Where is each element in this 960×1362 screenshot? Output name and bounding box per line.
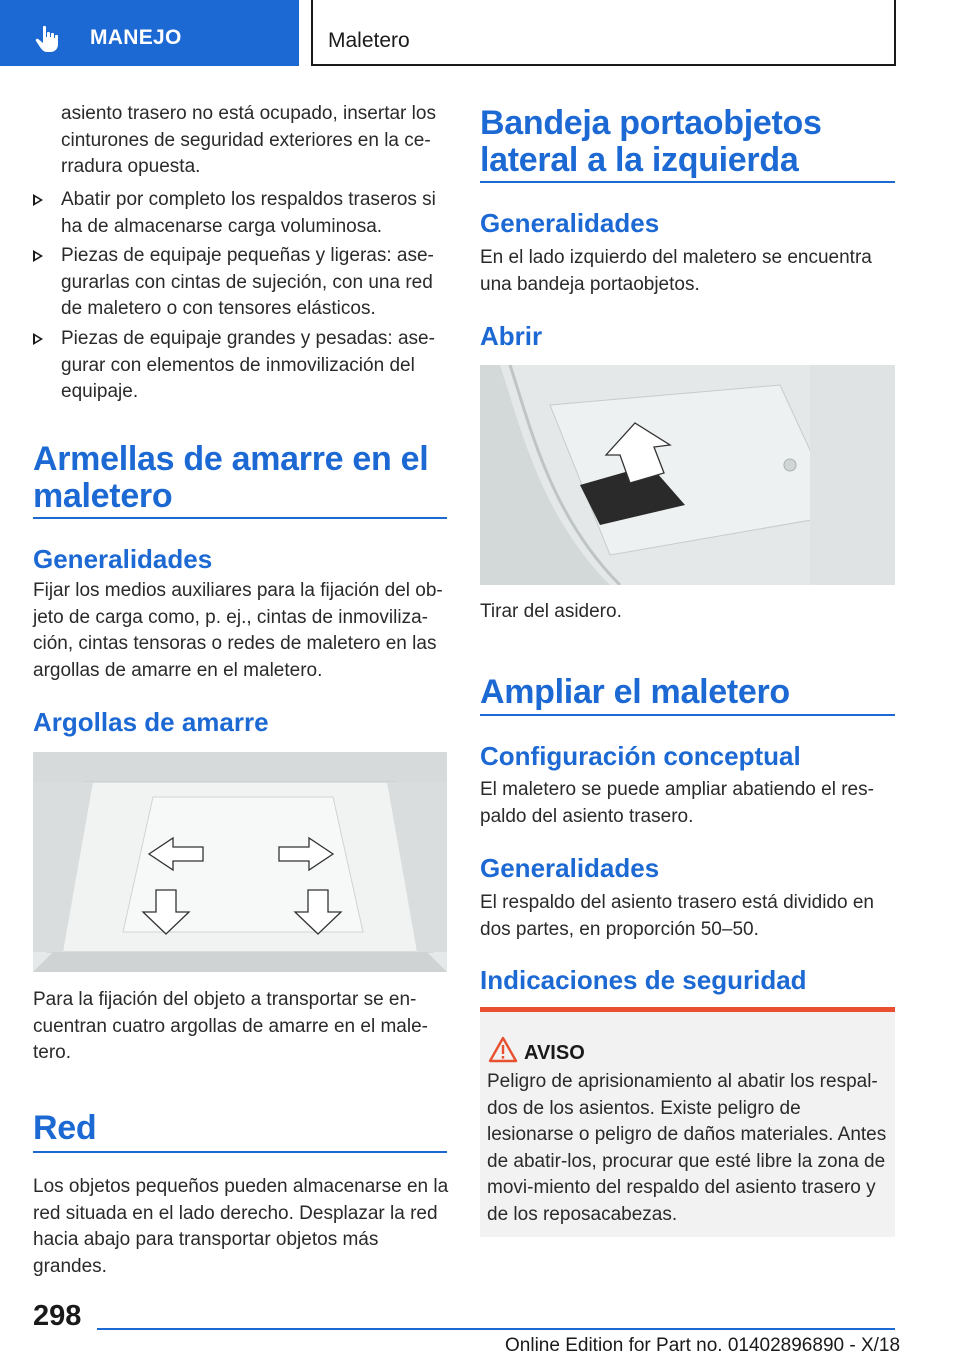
- paragraph-generalidades: Fijar los medios auxiliares para la fijación del ob-jeto de carga como, p. ej., cintas de inmoviliza-ción, cintas tensoras o redes de maletero en las argollas de amarre en el maletero.: [33, 580, 443, 681]
- header-section: [311, 0, 896, 66]
- heading-indicaciones: Indicaciones de seguridad: [480, 965, 807, 995]
- list-item: [33, 243, 449, 323]
- paragraph-generalidades-2: El respaldo del asiento trasero está dividido en dos partes, en proporción 50–50.: [480, 892, 874, 940]
- paragraph-generalidades: En el lado izquierdo del maletero se encuentra una bandeja portaobjetos.: [480, 247, 872, 295]
- header-section-label: Maletero: [328, 29, 410, 52]
- heading-config: Configuración conceptual: [480, 741, 801, 771]
- bullet-triangle-icon: [33, 333, 43, 345]
- list-item-text: Abatir por completo los respaldos traseros si ha de almacenarse carga voluminosa.: [61, 189, 436, 237]
- footer-edition: Online Edition for Part no. 01402896890 - X/18: [505, 1335, 901, 1356]
- header-tab[interactable]: [0, 0, 299, 66]
- heading-ampliar: Ampliar el maletero: [480, 673, 790, 711]
- continuation-text: asiento trasero no está ocupado, insertar los cinturones de seguridad exteriores en la ce-rradura opuesta.: [61, 103, 436, 177]
- header-tab-label: MANEJO: [90, 26, 182, 49]
- list-item: [33, 187, 449, 241]
- page-number: 298: [33, 1300, 82, 1332]
- heading-generalidades-2: Generalidades: [480, 853, 660, 883]
- heading-red: Red: [33, 1109, 97, 1147]
- paragraph-red: Los objetos pequeños pueden almacenarse en la red situada en el lado derecho. Desplazar la red hacia abajo para transportar objetos más grandes.: [33, 1176, 449, 1277]
- hand-icon: [34, 24, 64, 54]
- warning-title: AVISO: [524, 1042, 585, 1064]
- trunk-tie-down-illustration: [33, 752, 447, 972]
- list-item-text: Piezas de equipaje pequeñas y ligeras: ase-gurarlas con cintas de sujeción, con una red de maletero o con tensores elásticos.: [61, 245, 434, 319]
- caption-abrir: Tirar del asidero.: [480, 601, 622, 622]
- warning-box: [480, 1007, 895, 1237]
- heading-generalidades: Generalidades: [480, 208, 660, 238]
- heading-argollas: Argollas de amarre: [33, 707, 269, 737]
- divider: [33, 517, 447, 519]
- warning-body: Peligro de aprisionamiento al abatir los respal-dos de los asientos. Existe peligro de lesionarse o peligro de daños materiales. Antes de abatir-los, procurar que esté libre la zona de movi-miento del respaldo del asiento trasero y de los reposacabezas.: [487, 1071, 887, 1225]
- side-tray-illustration: [480, 365, 895, 585]
- bullet-triangle-icon: [33, 250, 43, 262]
- list-item: [33, 326, 449, 406]
- footer-divider: [97, 1328, 895, 1330]
- divider: [480, 181, 895, 183]
- heading-abrir: Abrir: [480, 321, 543, 351]
- caption-argollas: Para la fijación del objeto a transportar se en-cuentran cuatro argollas de amarre en el male-tero.: [33, 989, 428, 1063]
- heading-armellas: Armellas de amarre en el maletero: [33, 440, 429, 515]
- warning-triangle-icon: [488, 1036, 518, 1064]
- bullet-triangle-icon: [33, 194, 43, 206]
- divider: [33, 1151, 447, 1153]
- heading-bandeja: Bandeja portaobjetos lateral a la izquierda: [480, 104, 822, 179]
- paragraph-config: El maletero se puede ampliar abatiendo el res-paldo del asiento trasero.: [480, 779, 874, 827]
- divider: [480, 714, 895, 716]
- heading-generalidades: Generalidades: [33, 544, 213, 574]
- list-item-text: Piezas de equipaje grandes y pesadas: ase-gurar con elementos de inmovilización del equipaje.: [61, 328, 435, 402]
